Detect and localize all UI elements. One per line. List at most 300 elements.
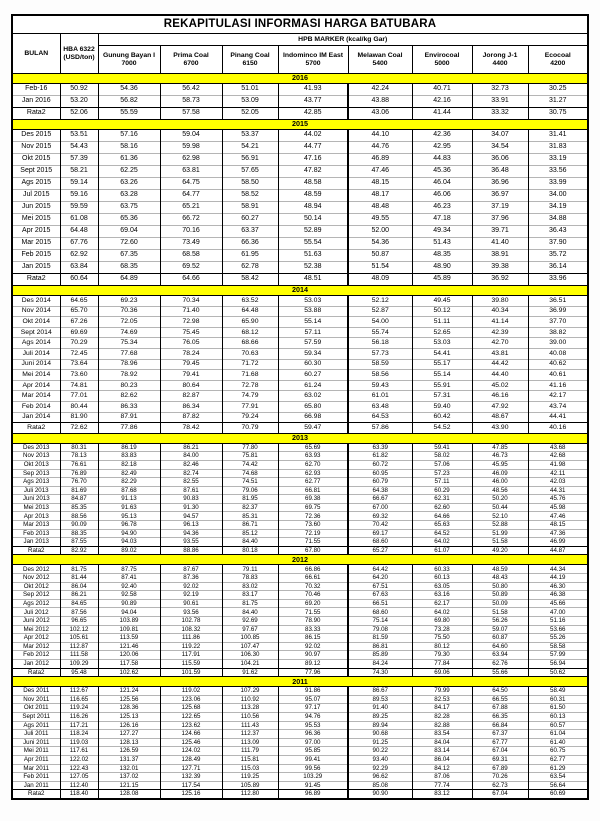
price-value-cell: 95.53 [278, 721, 348, 730]
month-cell: Nov 2012 [12, 574, 60, 583]
price-value-cell: 58.21 [60, 166, 98, 178]
price-value-cell: 33.32 [472, 108, 528, 120]
price-value-cell: 84.40 [222, 608, 278, 617]
price-value-cell: 82.18 [98, 460, 160, 469]
table-row [12, 391, 588, 402]
price-value-cell: 86.21 [60, 591, 98, 600]
price-value-cell: 64.42 [348, 565, 412, 574]
price-value-cell: 82.29 [98, 478, 160, 487]
col-header-gunung-bayan [98, 46, 160, 74]
price-value-cell: 89.53 [348, 695, 412, 704]
table-row [12, 773, 588, 782]
price-value-cell: 53.51 [60, 130, 98, 142]
table-row [12, 538, 588, 547]
month-cell: Feb 2015 [12, 250, 60, 262]
price-value-cell: 42.70 [472, 338, 528, 349]
price-value-cell: 77.84 [412, 659, 472, 668]
price-value-cell: 128.49 [160, 755, 222, 764]
price-value-cell: 43.74 [528, 401, 588, 412]
table-row [12, 250, 588, 262]
price-value-cell: 117.58 [98, 659, 160, 668]
month-cell: Feb 2014 [12, 401, 60, 412]
price-value-cell: 123.06 [160, 695, 222, 704]
price-value-cell: 50.09 [472, 599, 528, 608]
month-cell: Jun 2015 [12, 202, 60, 214]
price-value-cell: 94.03 [98, 538, 160, 547]
price-value-cell: 82.55 [160, 478, 222, 487]
table-row [12, 574, 588, 583]
price-value-cell: 87.55 [60, 538, 98, 547]
price-value-cell: 60.57 [528, 721, 588, 730]
price-value-cell: 113.28 [222, 704, 278, 713]
price-value-cell: 59.07 [472, 625, 528, 634]
price-value-cell: 34.07 [472, 130, 528, 142]
price-value-cell: 64.38 [348, 486, 412, 495]
price-value-cell: 132.39 [160, 773, 222, 782]
price-value-cell: 57.11 [278, 327, 348, 338]
month-cell: Mar 2015 [12, 238, 60, 250]
price-value-cell: 51.54 [348, 262, 412, 274]
table-row [12, 370, 588, 381]
table-row [12, 238, 588, 250]
month-cell: Sept 2014 [12, 327, 60, 338]
month-cell: Jan 2015 [12, 262, 60, 274]
price-value-cell: 51.58 [472, 608, 528, 617]
price-value-cell: 61.36 [98, 154, 160, 166]
price-value-cell: 56.42 [160, 84, 222, 96]
month-cell: Mei 2011 [12, 747, 60, 756]
price-value-cell: 82.88 [412, 721, 472, 730]
price-value-cell: 63.26 [98, 178, 160, 190]
price-value-cell: 68.60 [348, 608, 412, 617]
price-value-cell: 67.80 [278, 546, 348, 555]
price-value-cell: 88.56 [60, 512, 98, 521]
brand-kcal: 6150 [242, 59, 258, 67]
price-value-cell: 31.83 [528, 142, 588, 154]
price-value-cell: 74.51 [222, 478, 278, 487]
month-cell: Sep 2012 [12, 591, 60, 600]
price-value-cell: 48.15 [528, 521, 588, 530]
price-value-cell: 82.62 [98, 391, 160, 402]
price-value-cell: 90.09 [60, 521, 98, 530]
price-value-cell: 58.02 [412, 452, 472, 461]
table-row [12, 608, 588, 617]
year-label: 2012 [12, 555, 588, 565]
price-value-cell: 105.61 [60, 634, 98, 643]
price-value-cell: 107.29 [222, 687, 278, 696]
price-value-cell: 41.44 [412, 108, 472, 120]
year-band-row [12, 677, 588, 687]
year-label: 2015 [12, 120, 588, 130]
price-value-cell: 61.08 [60, 214, 98, 226]
brand-name: Melawan Coal [357, 51, 403, 59]
price-value-cell: 116.26 [60, 712, 98, 721]
price-value-cell: 111.79 [222, 747, 278, 756]
price-value-cell: 120.06 [98, 651, 160, 660]
price-value-cell: 65.27 [348, 546, 412, 555]
price-value-cell: 81.95 [222, 495, 278, 504]
price-value-cell: 55.91 [412, 380, 472, 391]
price-value-cell: 87.06 [412, 773, 472, 782]
price-value-cell: 51.01 [222, 84, 278, 96]
price-value-cell: 46.16 [472, 391, 528, 402]
table-row [12, 495, 588, 504]
price-value-cell: 68.60 [348, 538, 412, 547]
price-value-cell: 64.52 [412, 529, 472, 538]
price-value-cell: 69.23 [98, 296, 160, 307]
table-row [12, 401, 588, 412]
price-value-cell: 52.65 [412, 327, 472, 338]
price-value-cell: 83.83 [98, 452, 160, 461]
price-value-cell: 70.32 [278, 582, 348, 591]
price-value-cell: 63.37 [222, 226, 278, 238]
month-cell: Des 2012 [12, 565, 60, 574]
month-cell: Ags 2013 [12, 478, 60, 487]
price-value-cell: 51.63 [278, 250, 348, 262]
price-value-cell: 32.73 [472, 84, 528, 96]
price-value-cell: 74.69 [98, 327, 160, 338]
price-value-cell: 66.35 [472, 712, 528, 721]
price-value-cell: 62.17 [412, 599, 472, 608]
price-value-cell: 119.24 [60, 704, 98, 713]
price-value-cell: 69.80 [412, 617, 472, 626]
price-value-cell: 36.14 [528, 262, 588, 274]
price-value-cell: 87.75 [98, 565, 160, 574]
price-value-cell: 34.54 [472, 142, 528, 154]
price-value-cell: 70.29 [60, 338, 98, 349]
price-value-cell: 64.66 [160, 274, 222, 286]
price-value-cell: 67.76 [60, 238, 98, 250]
price-value-cell: 92.19 [160, 591, 222, 600]
price-value-cell: 77.68 [98, 348, 160, 359]
month-cell: Sept 2011 [12, 712, 60, 721]
price-value-cell: 79.24 [222, 412, 278, 423]
price-value-cell: 86.81 [348, 642, 412, 651]
price-value-cell: 50.62 [528, 668, 588, 677]
table-row [12, 190, 588, 202]
price-value-cell: 67.89 [472, 764, 528, 773]
price-value-cell: 52.38 [278, 262, 348, 274]
table-row [12, 529, 588, 538]
price-value-cell: 64.02 [412, 538, 472, 547]
price-value-cell: 87.61 [160, 486, 222, 495]
price-value-cell: 37.96 [472, 214, 528, 226]
price-value-cell: 62.31 [412, 495, 472, 504]
price-value-cell: 84.40 [222, 538, 278, 547]
price-value-cell: 69.20 [278, 599, 348, 608]
price-value-cell: 63.93 [278, 452, 348, 461]
col-header-jorong [472, 46, 528, 74]
average-row [12, 546, 588, 555]
price-value-cell: 52.10 [472, 512, 528, 521]
price-value-cell: 67.88 [472, 704, 528, 713]
price-value-cell: 91.45 [278, 781, 348, 790]
header-row-brands [12, 46, 588, 74]
price-value-cell: 78.96 [98, 359, 160, 370]
price-value-cell: 55.54 [278, 238, 348, 250]
price-value-cell: 53.20 [60, 96, 98, 108]
price-value-cell: 49.55 [348, 214, 412, 226]
price-value-cell: 115.03 [222, 764, 278, 773]
month-cell: Nov 2015 [12, 142, 60, 154]
price-value-cell: 60.27 [222, 214, 278, 226]
price-value-cell: 107.47 [222, 642, 278, 651]
price-value-cell: 82.74 [160, 469, 222, 478]
month-cell: Juli 2013 [12, 486, 60, 495]
price-value-cell: 115.81 [222, 755, 278, 764]
price-value-cell: 72.98 [160, 317, 222, 328]
price-value-cell: 69.06 [412, 668, 472, 677]
price-value-cell: 41.40 [472, 238, 528, 250]
price-value-cell: 91.62 [222, 668, 278, 677]
price-value-cell: 82.49 [98, 469, 160, 478]
month-cell: Jan 2016 [12, 96, 60, 108]
price-value-cell: 50.20 [472, 495, 528, 504]
price-value-cell: 60.69 [528, 790, 588, 799]
table-row [12, 512, 588, 521]
price-value-cell: 79.06 [222, 486, 278, 495]
price-value-cell: 90.61 [160, 599, 222, 608]
price-value-cell: 91.25 [348, 738, 412, 747]
price-value-cell: 80.18 [222, 546, 278, 555]
table-row [12, 755, 588, 764]
price-value-cell: 57.86 [348, 423, 412, 434]
price-value-cell: 132.01 [98, 764, 160, 773]
table-row [12, 503, 588, 512]
price-value-cell: 39.38 [472, 262, 528, 274]
price-value-cell: 56.18 [348, 338, 412, 349]
price-value-cell: 67.00 [348, 503, 412, 512]
price-value-cell: 119.02 [160, 687, 222, 696]
brand-kcal: 4200 [550, 59, 566, 67]
price-value-cell: 80.64 [160, 380, 222, 391]
price-value-cell: 61.29 [528, 764, 588, 773]
price-value-cell: 64.48 [60, 226, 98, 238]
price-value-cell: 119.22 [160, 642, 222, 651]
price-value-cell: 48.58 [278, 178, 348, 190]
price-value-cell: 62.98 [160, 154, 222, 166]
price-value-cell: 60.29 [412, 486, 472, 495]
price-value-cell: 83.12 [412, 790, 472, 799]
price-value-cell: 113.59 [98, 634, 160, 643]
table-row [12, 747, 588, 756]
price-value-cell: 59.47 [278, 423, 348, 434]
price-value-cell: 58.56 [348, 370, 412, 381]
brand-kcal: 5000 [434, 59, 450, 67]
price-value-cell: 78.92 [98, 370, 160, 381]
price-value-cell: 78.24 [160, 348, 222, 359]
price-value-cell: 88.86 [160, 546, 222, 555]
price-value-cell: 96.89 [278, 790, 348, 799]
table-row [12, 338, 588, 349]
price-value-cell: 73.60 [60, 370, 98, 381]
month-cell: Okt 2015 [12, 154, 60, 166]
price-value-cell: 70.36 [98, 306, 160, 317]
price-value-cell: 73.60 [278, 521, 348, 530]
year-label: 2013 [12, 433, 588, 443]
price-value-cell: 77.91 [222, 401, 278, 412]
price-value-cell: 92.69 [222, 617, 278, 626]
price-value-cell: 59.04 [160, 130, 222, 142]
price-value-cell: 103.29 [278, 773, 348, 782]
price-value-cell: 59.16 [60, 190, 98, 202]
price-value-cell: 79.30 [412, 651, 472, 660]
price-value-cell: 96.36 [278, 730, 348, 739]
price-value-cell: 77.86 [98, 423, 160, 434]
price-value-cell: 90.83 [160, 495, 222, 504]
price-value-cell: 46.23 [412, 202, 472, 214]
month-cell: Feb 2013 [12, 529, 60, 538]
price-value-cell: 69.52 [160, 262, 222, 274]
price-value-cell: 54.36 [348, 238, 412, 250]
price-value-cell: 79.45 [160, 359, 222, 370]
price-value-cell: 42.17 [528, 391, 588, 402]
price-value-cell: 71.68 [222, 370, 278, 381]
price-value-cell: 52.87 [348, 306, 412, 317]
price-value-cell: 46.04 [412, 178, 472, 190]
price-value-cell: 110.56 [222, 712, 278, 721]
price-value-cell: 79.11 [222, 565, 278, 574]
price-value-cell: 87.56 [60, 608, 98, 617]
price-value-cell: 65.36 [98, 214, 160, 226]
price-value-cell: 42.03 [528, 478, 588, 487]
month-cell: Juni 2011 [12, 738, 60, 747]
price-value-cell: 78.13 [60, 452, 98, 461]
table-row [12, 659, 588, 668]
price-value-cell: 69.04 [98, 226, 160, 238]
month-cell: Nov 2011 [12, 695, 60, 704]
price-value-cell: 124.66 [160, 730, 222, 739]
col-header-hba [60, 34, 98, 74]
price-value-cell: 104.21 [222, 659, 278, 668]
price-value-cell: 52.88 [472, 521, 528, 530]
price-value-cell: 128.13 [98, 738, 160, 747]
price-value-cell: 72.19 [278, 529, 348, 538]
price-value-cell: 77.01 [60, 391, 98, 402]
price-value-cell: 48.59 [278, 190, 348, 202]
price-value-cell: 127.05 [60, 773, 98, 782]
price-value-cell: 63.54 [528, 773, 588, 782]
price-value-cell: 50.80 [472, 582, 528, 591]
price-value-cell: 54.00 [348, 317, 412, 328]
year-band-row [12, 286, 588, 296]
price-value-cell: 50.87 [348, 250, 412, 262]
price-value-cell: 33.99 [528, 178, 588, 190]
price-value-cell: 48.51 [278, 274, 348, 286]
price-value-cell: 125.56 [98, 695, 160, 704]
price-value-cell: 82.87 [160, 391, 222, 402]
price-value-cell: 70.16 [160, 226, 222, 238]
price-value-cell: 39.80 [472, 296, 528, 307]
price-value-cell: 65.80 [278, 401, 348, 412]
price-value-cell: 37.19 [472, 202, 528, 214]
price-value-cell: 71.72 [222, 359, 278, 370]
price-value-cell: 46.09 [472, 469, 528, 478]
price-value-cell: 48.17 [348, 190, 412, 202]
price-value-cell: 31.27 [528, 96, 588, 108]
price-value-cell: 64.77 [160, 190, 222, 202]
price-value-cell: 91.40 [348, 704, 412, 713]
price-value-cell: 72.05 [98, 317, 160, 328]
price-value-cell: 44.87 [528, 546, 588, 555]
price-value-cell: 39.00 [528, 338, 588, 349]
price-value-cell: 75.81 [222, 452, 278, 461]
table-row [12, 712, 588, 721]
price-value-cell: 47.00 [528, 608, 588, 617]
table-row [12, 687, 588, 696]
brand-kcal: 6700 [183, 59, 199, 67]
month-cell: Rata2 [12, 790, 60, 799]
price-value-cell: 61.95 [222, 250, 278, 262]
table-row [12, 348, 588, 359]
price-value-cell: 112.87 [60, 642, 98, 651]
price-value-cell: 50.92 [60, 84, 98, 96]
price-value-cell: 60.13 [528, 712, 588, 721]
price-value-cell: 92.29 [348, 764, 412, 773]
price-value-cell: 71.55 [278, 538, 348, 547]
table-row [12, 565, 588, 574]
price-value-cell: 62.70 [278, 460, 348, 469]
price-value-cell: 60.75 [528, 747, 588, 756]
price-value-cell: 63.52 [222, 296, 278, 307]
price-value-cell: 44.83 [412, 154, 472, 166]
price-value-cell: 94.57 [160, 512, 222, 521]
price-value-cell: 55.59 [98, 108, 160, 120]
price-value-cell: 42.39 [472, 327, 528, 338]
table-row [12, 166, 588, 178]
price-value-cell: 94.36 [160, 529, 222, 538]
price-value-cell: 126.59 [98, 747, 160, 756]
price-value-cell: 51.99 [472, 529, 528, 538]
price-value-cell: 58.73 [160, 96, 222, 108]
price-value-cell: 50.12 [412, 306, 472, 317]
price-value-cell: 95.48 [60, 668, 98, 677]
price-value-cell: 47.46 [528, 512, 588, 521]
price-value-cell: 85.35 [60, 503, 98, 512]
price-value-cell: 76.61 [60, 460, 98, 469]
price-value-cell: 64.65 [60, 296, 98, 307]
price-value-cell: 59.34 [278, 348, 348, 359]
price-value-cell: 70.79 [222, 423, 278, 434]
price-value-cell: 123.62 [160, 721, 222, 730]
price-value-cell: 68.35 [98, 262, 160, 274]
price-value-cell: 79.41 [160, 370, 222, 381]
table-row [12, 327, 588, 338]
price-value-cell: 53.09 [222, 96, 278, 108]
brand-name: Pinang Coal [230, 51, 270, 59]
price-value-cell: 118.24 [60, 730, 98, 739]
price-value-cell: 83.02 [222, 582, 278, 591]
month-cell: Rata2 [12, 546, 60, 555]
price-value-cell: 91.63 [98, 503, 160, 512]
month-cell: Feb 2012 [12, 651, 60, 660]
price-value-cell: 112.40 [60, 781, 98, 790]
price-value-cell: 42.36 [412, 130, 472, 142]
table-row [12, 521, 588, 530]
price-value-cell: 53.03 [412, 338, 472, 349]
price-value-cell: 82.28 [412, 712, 472, 721]
price-value-cell: 56.91 [222, 154, 278, 166]
price-value-cell: 80.23 [98, 380, 160, 391]
price-value-cell: 50.44 [472, 503, 528, 512]
price-value-cell: 36.48 [472, 166, 528, 178]
price-value-cell: 44.31 [528, 486, 588, 495]
price-value-cell: 40.61 [528, 370, 588, 381]
price-value-cell: 78.42 [160, 423, 222, 434]
price-value-cell: 36.43 [528, 226, 588, 238]
price-value-cell: 48.67 [472, 412, 528, 423]
price-value-cell: 92.02 [278, 642, 348, 651]
